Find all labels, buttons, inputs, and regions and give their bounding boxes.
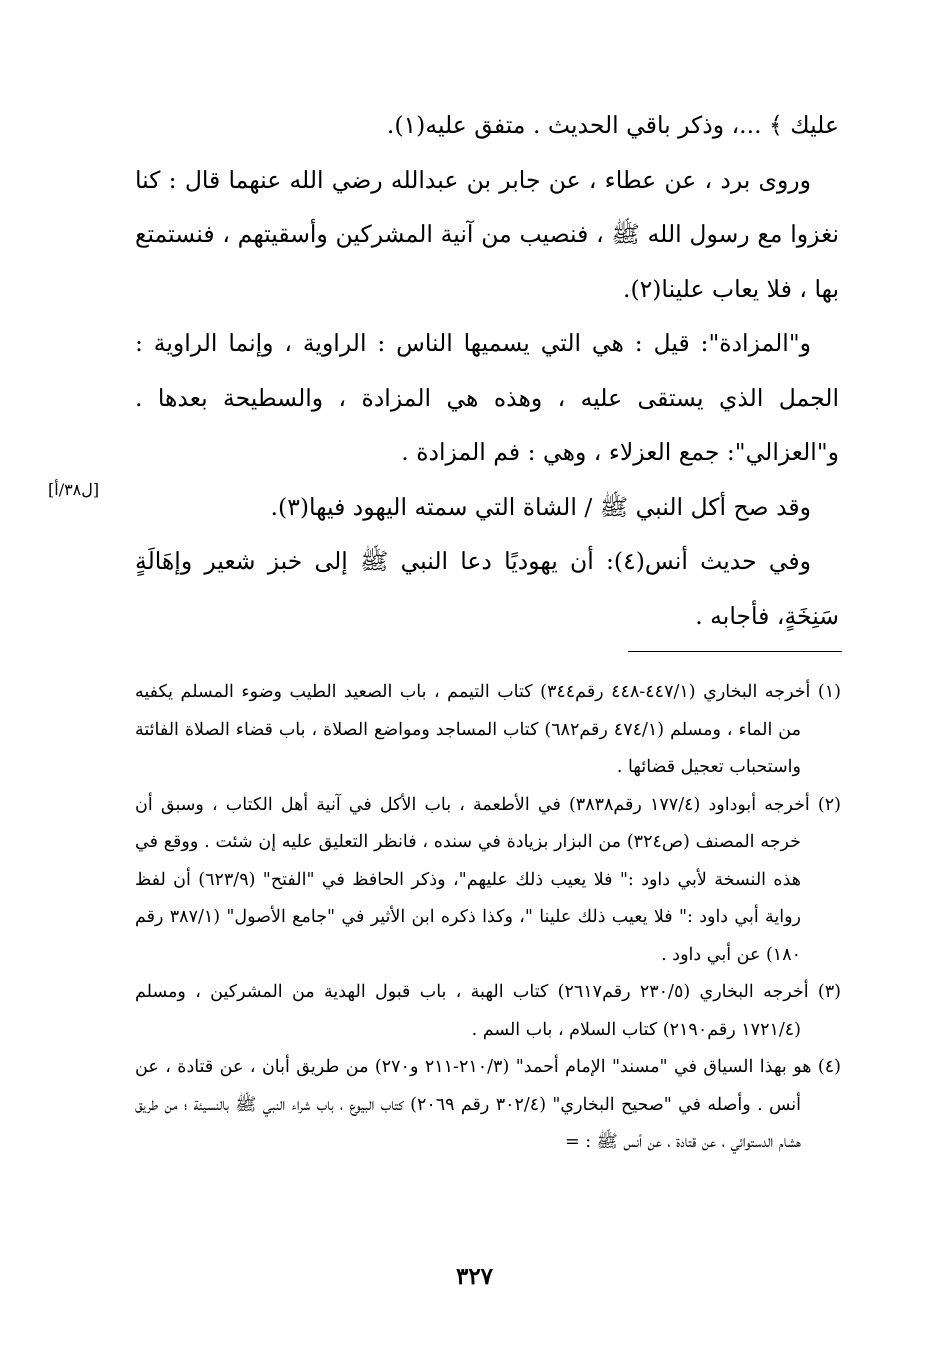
footnote-divider	[628, 651, 842, 652]
main-paragraph: وقد صح أكل النبي ﷺ / الشاة التي سمته اليهود فيها(٣).	[270, 492, 811, 521]
main-paragraph: وروى برد ، عن عطاء ، عن جابر بن عبدالله رضي الله عنهما قال : كنا نغزوا مع رسول الله ﷺ ، فنصيب من آنية المشركين وأسقيتهم ، فنستمتع بها ، فلا يعاب علينا(٢).	[135, 165, 839, 303]
footnote: (٤) هو بهذا السياق في "مسند" الإمام أحمد" (٢١٠/٣-٢١١ و٢٧٠) من طريق أبان ، عن قتادة ، عن أنس . وأصله في "صحيح البخاري" (٣٠٢/٤ رقم ٢٠٦٩) كتاب البيوع ، باب شراء النبي ﷺ بالنسيئة ؛ من طريق هشام الدستوائي ، عن قتادة ، عن أنس ﷺ : =	[135, 1057, 841, 1152]
main-paragraph: و"المزادة": قيل : هي التي يسميها الناس : الراوية ، وإنما الراوية : الجمل الذي يستقى عليه ، وهذه هي المزادة ، والسطيحة بعدها . و"العزالي": جمع العزلاء ، وهي : فم المزادة .	[135, 329, 839, 466]
footnote: (٣) أخرجه البخاري (٢٣٠/٥ رقم٢٦١٧) كتاب الهبة ، باب قبول الهدية من المشركين ، ومسلم (١٧٢١/٤ رقم٢١٩٠) كتاب السلام ، باب السم .	[135, 982, 841, 1040]
manuscript-folio-note: [ل٣٨/أ]	[48, 480, 100, 499]
footnote: (١) أخرجه البخاري (٤٤٧/١-٤٤٨ رقم٣٤٤) كتاب التيمم ، باب الصعيد الطيب وضوء المسلم يكفيه من الماء ، ومسلم (٤٧٤/١ رقم٦٨٢) كتاب المساجد ومواضع الصلاة ، باب قضاء الصلاة الفائتة واستحباب تعجيل قضائها .	[135, 682, 841, 777]
main-paragraph: وفي حديث أنس(٤): أن يهوديًا دعا النبي ﷺ إلى خبز شعير وإهَالَةٍ سَنِخَةٍ، فأجابه .	[135, 547, 839, 630]
main-text-body	[135, 98, 839, 643]
main-paragraph: عليك ﴾ ...، وذكر باقي الحديث . متفق عليه(١).	[386, 111, 839, 139]
footnote: (٢) أخرجه أبوداود (١٧٧/٤ رقم٣٨٣٨) في الأطعمة ، باب الأكل في آنية أهل الكتاب ، وسبق أن خرجه المصنف (ص٣٢٤) من البزار بزيادة في سنده ، فانظر التعليق عليه إن شئت . ووقع في هذه النسخة لأبي داود :" فلا يعيب ذلك عليهم"، وذكر الحافظ في "الفتح" (٦٢٣/٩) أن لفظ رواية أبي داود :" فلا يعيب ذلك علينا "، وكذا ذكره ابن الأثير في "جامع الأصول" (٣٨٧/١ رقم ١٨٠) عن أبي داود .	[135, 794, 841, 965]
footnotes	[135, 674, 841, 1162]
page-number: ٣٢٧	[455, 1263, 494, 1290]
